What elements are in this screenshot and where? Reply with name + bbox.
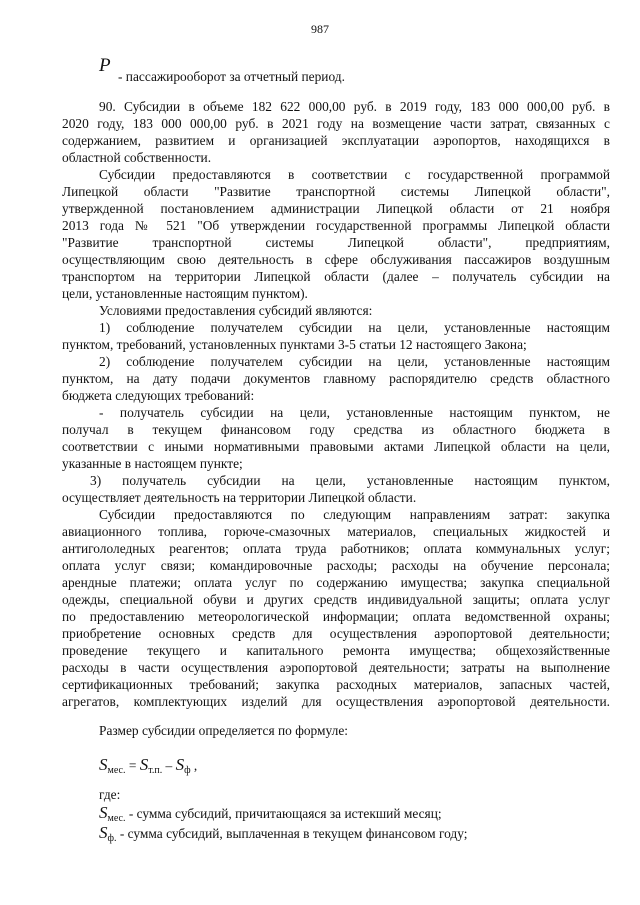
definition-yearly (99, 824, 467, 847)
def1-sub: мес. (107, 813, 126, 824)
def1-text: - сумма субсидий, причитающаяся за истекший месяц; (125, 806, 442, 821)
text-line: цели, установленные настоящим пунктом). (62, 286, 308, 301)
text-line: пунктом, требований, установленных пунктами 3-5 статьи 12 настоящего Закона; (62, 337, 527, 352)
text-line: оплата услуг связи; командировочные расходы; расходы на обучение персонала; (62, 558, 610, 573)
page-number: 987 (311, 22, 329, 36)
where-label: где: (99, 787, 121, 802)
text-line: "Развитие транспортной системы Липецкой области", предприятиям, (62, 235, 610, 250)
formula (99, 756, 197, 779)
text-line: антигололедных реагентов; оплата труда работников; оплата коммунальных услуг; (62, 541, 610, 556)
text-line: агрегатов, комплектующих изделий для осуществления аэропортовой деятельности. (62, 694, 610, 709)
text-line: сертификационных требований; закупка расходных материалов, запасных частей, (62, 677, 610, 692)
symbol-p-definition: - пассажирооборот за отчетный период. (118, 69, 345, 84)
text-line: пунктом, на дату подачи документов главному распорядителю средств областного (62, 371, 610, 386)
text-line: транспортом на территории Липецкой области (далее – получатель субсидии на (62, 269, 610, 284)
text-line: расходы в части осуществления аэропортовой деятельности; затраты на выполнение (62, 660, 610, 675)
text-line: бюджета следующих требований: (62, 388, 255, 403)
def2-text: - сумма субсидий, выплаченная в текущем финансовом году; (116, 826, 468, 841)
text-line: осуществляет деятельность на территории Липецкой области. (62, 490, 417, 505)
text-line: содержанием, развитием и организацией эксплуатации аэропортов, находящихся в (62, 133, 610, 148)
text-line: приобретение основных средств для осуществления аэропортовой деятельности; (62, 626, 610, 641)
formula-sub-f: ф (184, 765, 191, 776)
text-line: указанные в настоящем пункте; (62, 456, 243, 471)
text-line: областной собственности. (62, 150, 212, 165)
formula-s1: S (99, 755, 108, 774)
text-line: 2013 года № 521 "Об утверждении государственной программы Липецкой области (62, 218, 610, 233)
text-line: соответствии с иными нормативными правовыми актами Липецкой области на цели, (62, 439, 610, 454)
formula-minus: – (162, 758, 176, 773)
formula-sub-tp: т.п. (148, 765, 163, 776)
text-line: авиационного топлива, горюче-смазочных материалов, специальных жидкостей и (62, 524, 610, 539)
text-line: - получатель субсидии на цели, установленные настоящим пунктом, не (99, 405, 610, 420)
text-line: 90. Субсидии в объеме 182 622 000,00 руб. в 2019 году, 183 000 000,00 руб. в (99, 99, 610, 114)
formula-sub-mes: мес. (107, 765, 126, 776)
text-line: 3) получатель субсидии на цели, установленные настоящим пунктом, (90, 473, 610, 488)
def1-s: S (99, 803, 108, 822)
text-line: одежды, специальной обуви и других средств индивидуальной защиты; оплата услуг (62, 592, 610, 607)
text-line: арендные платежи; оплата услуг по содержанию имущества; закупка специальной (62, 575, 610, 590)
text-line: Липецкой области "Развитие транспортной системы Липецкой области", (62, 184, 610, 199)
text-line: по предоставлению метеорологической информации; оплата ведомственной охраны; (62, 609, 610, 624)
text-line: 2020 году, 183 000 000,00 руб. в 2021 году на возмещение части затрат, связанных с (62, 116, 610, 131)
symbol-p: P (99, 55, 111, 76)
formula-s2: S (139, 755, 149, 774)
text-line: осуществляющим свою деятельность в сфере обслуживания пассажиров воздушным (62, 252, 610, 267)
text-line: Субсидии предоставляются в соответствии с государственной программой (99, 167, 610, 182)
def2-s: S (99, 823, 108, 842)
text-line: получал в текущем финансовом году средства из областного бюджета в (62, 422, 610, 437)
text-line: Субсидии предоставляются по следующим направлениям затрат: закупка (99, 507, 610, 522)
text-line: Условиями предоставления субсидий являются: (99, 303, 373, 318)
text-line: 2) соблюдение получателем субсидии на цели, установленные настоящим (99, 354, 610, 369)
text-line: Размер субсидии определяется по формуле: (99, 723, 348, 738)
text-line: утвержденной постановлением администрации Липецкой области от 21 ноября (62, 201, 610, 216)
formula-comma: , (190, 758, 198, 773)
def2-sub: ф. (107, 833, 117, 844)
formula-s3: S (175, 755, 185, 774)
text-line: проведение текущего и капитального ремонта имущества; общехозяйственные (62, 643, 610, 658)
text-line: 1) соблюдение получателем субсидии на цели, установленные настоящим (99, 320, 610, 335)
formula-eq: = (125, 758, 140, 773)
